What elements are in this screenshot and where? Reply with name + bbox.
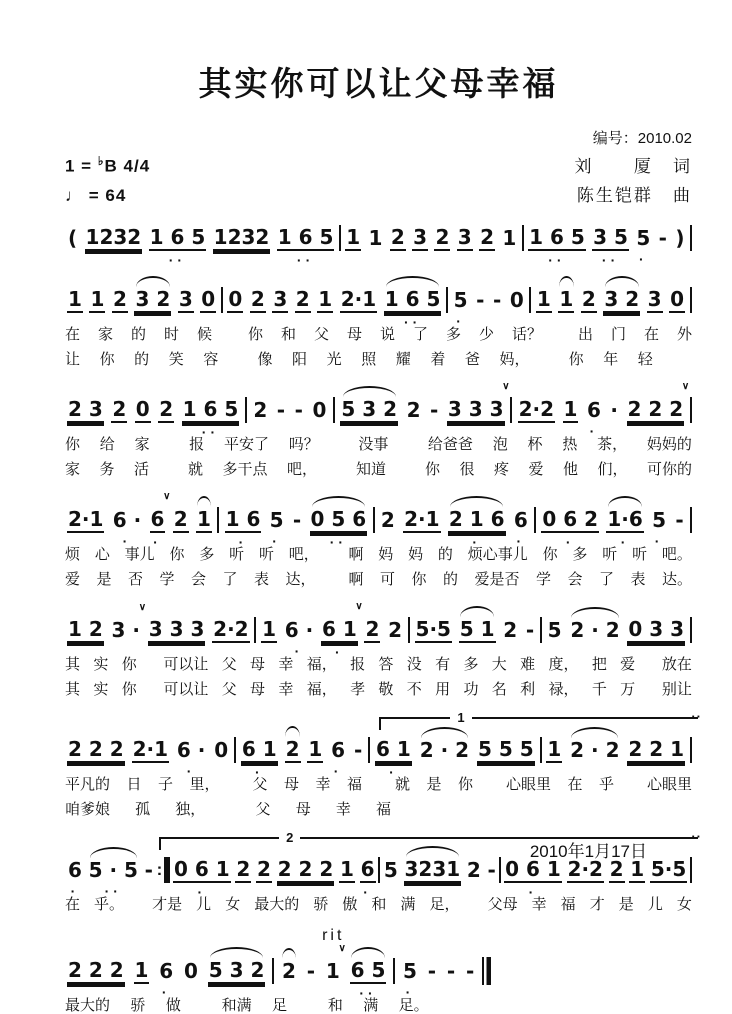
song-title: 其实你可以让父母幸福 bbox=[198, 65, 559, 102]
lyrics-row-1: 烦 心 事儿 你 多 听 听 吧， 啊 妈 妈 的 烦心事儿 你 多 听 听 吧。 bbox=[65, 546, 692, 563]
lyrics-row-2: 让 你 的 笑 容 像 阳 光 照 耀 着 爸 妈， 你 年 轻 bbox=[65, 351, 653, 368]
volta-bracket-1 bbox=[379, 709, 702, 730]
header-row-2 bbox=[65, 181, 692, 206]
music-system-intro bbox=[65, 220, 692, 268]
lyrics-row-2: 爱 是 否 学 会 了 表 达， 啊 可 你 的 爱是否 学 会 了 表 达。 bbox=[65, 571, 692, 588]
rit-marking: rit bbox=[322, 927, 345, 944]
volta-label: 1 bbox=[450, 710, 471, 725]
lyrics-row-1: 你 给 家 报 平安了 吗？ 没事 给爸爸 泡 杯 热 茶， 妈妈的 bbox=[65, 436, 692, 453]
volta-end-dots: ·· bbox=[691, 709, 702, 724]
lyricist-credit: 刘 厦 词 bbox=[574, 157, 692, 176]
notes-row: 6 · 5 · 5 ·· - : 0 6 1 · 2 2 2 2 2 1 6 · 5 3231 2 - 0 6 1 · 2·2 2 1 5·5 bbox=[65, 852, 692, 888]
music-system-7 bbox=[65, 927, 692, 1014]
lyrics-row-1: 在 家 的 时 候 你 和 父 母 说 了 多 少 话？ 出 门 在 外 bbox=[65, 326, 692, 343]
key-signature bbox=[65, 154, 150, 177]
lyrics-row-1: 在 乎。 才是 儿 女 最大的 骄 傲 和 满 足， 父母 幸 福 才 是 儿 女 bbox=[65, 896, 692, 913]
music-system-5 bbox=[65, 709, 702, 818]
lyrics-row-2: 其 实 你 可以让 父 母 幸 福， 孝 敬 不 用 功 名 利 禄， 千 万 别让 bbox=[65, 681, 692, 698]
lyrics-row-1: 最大的 骄 做 和满 足 和 满 足。 bbox=[65, 997, 429, 1014]
music-system-2 bbox=[65, 381, 692, 478]
volta-end-dots: ·· bbox=[691, 829, 702, 844]
key-suffix: B 4/4 bbox=[104, 157, 151, 176]
notes-row: 2 3 2 0 2 1 6 5 ·· 2 - - 0 5 3 2 2 - ∨ 3 3 3 2·2 1 6 · · ∨ 2 2 2 bbox=[65, 392, 692, 428]
lyrics-row-1: 平凡的 日 子 里， 父 母 幸 福 就 是 你 心眼里 在 乎 心眼里 bbox=[65, 776, 692, 793]
lyrics-row-2: 咱爹娘 孤 独， 父 母 幸 福 bbox=[65, 801, 391, 818]
music-system-3 bbox=[65, 491, 692, 588]
notes-row: 1 1 2 3 2 3 0 0 2 3 2 1 2·1 1 6 5 ·· 5 · - - 0 1 1 2 3 2 3 0 bbox=[65, 282, 692, 318]
tempo-marking: ♩ = 64 bbox=[65, 186, 127, 205]
date-stamp: 2010年1月17日 bbox=[529, 842, 647, 861]
header-row-1 bbox=[65, 152, 692, 177]
lyrics-row-2: 家 务 活 就 多干点 吧， 知道 你 很 疼 爱 他 们， 可你的 bbox=[65, 461, 692, 478]
key-prefix: 1 = bbox=[65, 157, 98, 176]
lyrics-row-1: 其 实 你 可以让 父 母 幸 福， 报 答 没 有 多 大 难 度， 把 爱 放在 bbox=[65, 656, 692, 673]
notes-row: 2·1 6 · · ∨ 6 · 2 1 1 6 · 5 · - 0 5 6 ·· 2 2·1 2 1 6 · 6 · 0 6 2 · 1·6 · 5 · - bbox=[65, 502, 692, 538]
notes-row: ( 1232 1 6 5 ·· 1232 1 6 5 ·· 1 1 2 3 2 3 2 1 1 6 5 ·· 3 5 ·· 5 · - ) bbox=[65, 220, 692, 256]
flat-icon: ♭ bbox=[97, 154, 105, 169]
composer-credit: 陈生铠群 曲 bbox=[576, 186, 692, 205]
notes-row: 2 2 2 1 6 · 0 5 3 2 2 - ∨ 1 6 5 ·· 5 · - - - bbox=[65, 953, 491, 989]
serial-number: 编号：2010.02 bbox=[592, 130, 692, 147]
music-system-1 bbox=[65, 282, 692, 368]
music-system-4 bbox=[65, 601, 692, 698]
volta-label: 2 bbox=[279, 830, 300, 845]
notes-row: 2 2 2 2·1 6 · · 0 6 1 · 2 1 6 · - 6 1 · 2 · 2 5 5 5 1 2 · 2 2 2 1 bbox=[65, 732, 692, 768]
notes-row: 1 2 ∨ 3 · 3 3 3 2·2 1 6 · · ∨ 6 1 · 2 2 5·5 5 1 2 - 5 2 · 2 0 3 3 bbox=[65, 612, 692, 648]
